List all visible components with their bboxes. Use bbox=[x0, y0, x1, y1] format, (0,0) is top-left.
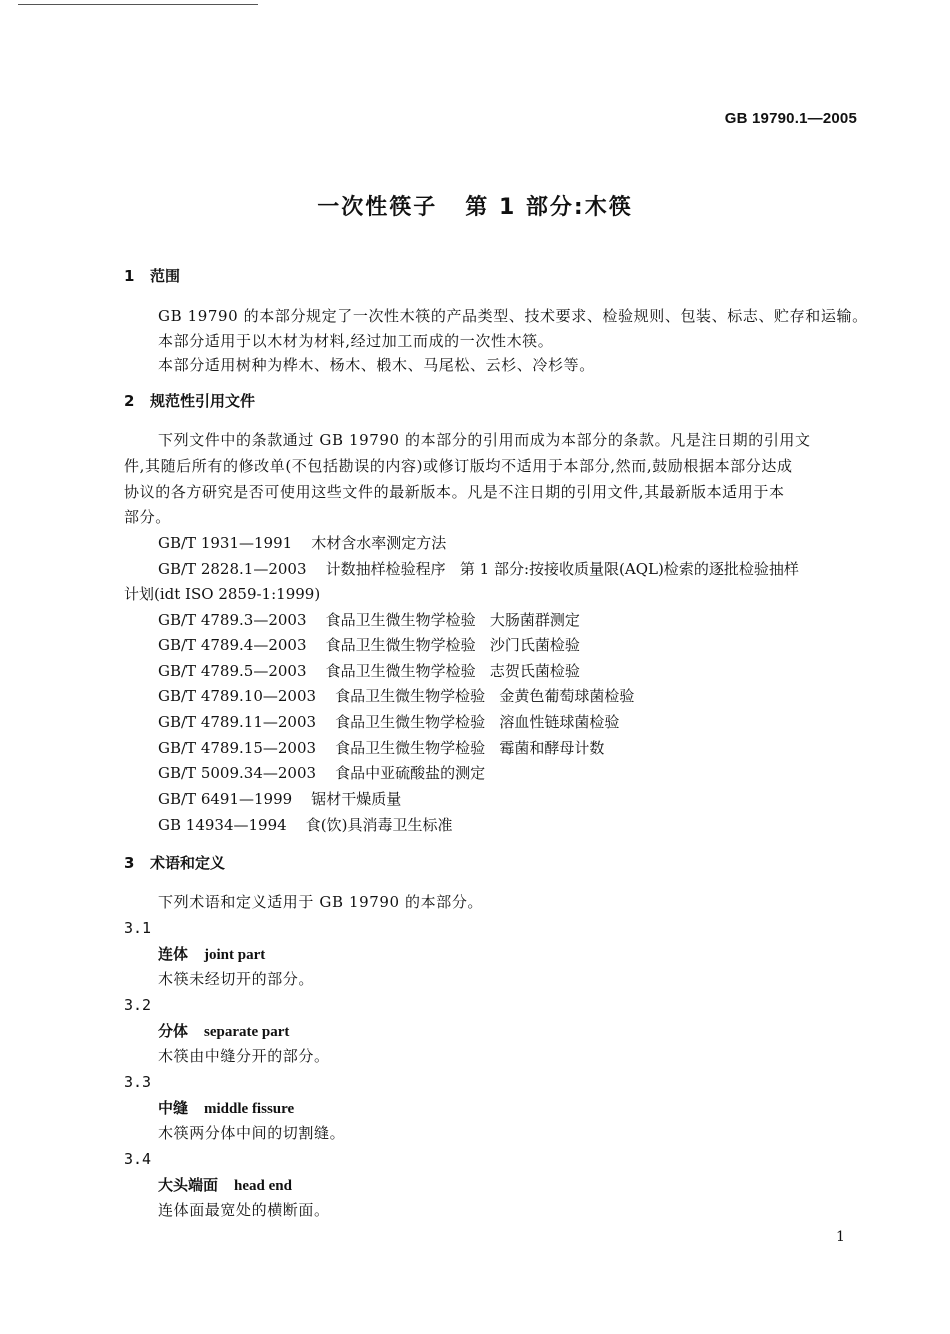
term-number: 3.2 bbox=[124, 996, 152, 1014]
term-heading: 连体 joint part bbox=[158, 945, 266, 963]
reference-item: GB/T 5009.34—2003 食品中亚硫酸盐的测定 bbox=[158, 764, 486, 782]
reference-item: GB/T 4789.10—2003 食品卫生微生物学检验 金黄色葡萄球菌检验 bbox=[158, 687, 635, 705]
term-heading: 分体 separate part bbox=[158, 1022, 290, 1040]
section-2-intro-line: 件,其随后所有的修改单(不包括勘误的内容)或修订版均不适用于本部分,然而,鼓励根据本部分达成 bbox=[124, 457, 793, 475]
section-1-paragraph: 本部分适用树种为桦木、杨木、椴木、马尾松、云杉、冷杉等。 bbox=[158, 356, 595, 374]
term-definition: 木筷两分体中间的切割缝。 bbox=[158, 1124, 346, 1142]
section-2-heading: 2 规范性引用文件 bbox=[124, 392, 256, 410]
section-1-paragraph: 本部分适用于以木材为材料,经过加工而成的一次性木筷。 bbox=[158, 332, 554, 350]
reference-item: GB/T 2828.1—2003 计数抽样检验程序 第 1 部分:按接收质量限(AQL)检索的逐批检验抽样 bbox=[158, 560, 799, 578]
term-definition: 木筷未经切开的部分。 bbox=[158, 970, 315, 988]
reference-item: GB/T 4789.4—2003 食品卫生微生物学检验 沙门氏菌检验 bbox=[158, 636, 580, 654]
section-2-intro-line: 协议的各方研究是否可使用这些文件的最新版本。凡是不注日期的引用文件,其最新版本适用于本 bbox=[124, 483, 785, 501]
reference-item: GB/T 4789.15—2003 食品卫生微生物学检验 霉菌和酵母计数 bbox=[158, 739, 605, 757]
reference-item: GB 14934—1994 食(饮)具消毒卫生标准 bbox=[158, 816, 453, 834]
section-1-heading: 1 范围 bbox=[124, 267, 181, 285]
term-number: 3.1 bbox=[124, 919, 152, 937]
term-number: 3.4 bbox=[124, 1150, 152, 1168]
reference-item: GB/T 4789.11—2003 食品卫生微生物学检验 溶血性链球菌检验 bbox=[158, 713, 620, 731]
term-definition: 木筷由中缝分开的部分。 bbox=[158, 1047, 330, 1065]
reference-item: GB/T 6491—1999 锯材干燥质量 bbox=[158, 790, 402, 808]
section-3-heading: 3 术语和定义 bbox=[124, 854, 226, 872]
title-part2: 第 1 部分:木筷 bbox=[465, 195, 633, 220]
document-title bbox=[0, 190, 950, 221]
section-1-paragraph: GB 19790 的本部分规定了一次性木筷的产品类型、技术要求、检验规则、包装、标志、贮存和运输。 bbox=[158, 307, 868, 325]
section-3-intro: 下列术语和定义适用于 GB 19790 的本部分。 bbox=[158, 893, 484, 911]
reference-continuation: 计划(idt ISO 2859-1:1999) bbox=[124, 585, 321, 603]
term-heading: 中缝 middle fissure bbox=[158, 1099, 295, 1117]
term-definition: 连体面最宽处的横断面。 bbox=[158, 1201, 330, 1219]
term-heading: 大头端面 head end bbox=[158, 1176, 292, 1194]
reference-item: GB/T 4789.5—2003 食品卫生微生物学检验 志贺氏菌检验 bbox=[158, 662, 580, 680]
reference-item: GB/T 1931—1991 木材含水率测定方法 bbox=[158, 534, 447, 552]
top-rule bbox=[18, 4, 258, 5]
standard-number: GB 19790.1—2005 bbox=[724, 110, 857, 127]
title-part1: 一次性筷子 bbox=[317, 195, 438, 220]
reference-item: GB/T 4789.3—2003 食品卫生微生物学检验 大肠菌群测定 bbox=[158, 611, 580, 629]
section-2-intro-line: 部分。 bbox=[124, 508, 171, 526]
section-2-intro-line: 下列文件中的条款通过 GB 19790 的本部分的引用而成为本部分的条款。凡是注日期的引用文 bbox=[158, 431, 811, 449]
term-number: 3.3 bbox=[124, 1073, 152, 1091]
page-number: 1 bbox=[836, 1229, 845, 1245]
